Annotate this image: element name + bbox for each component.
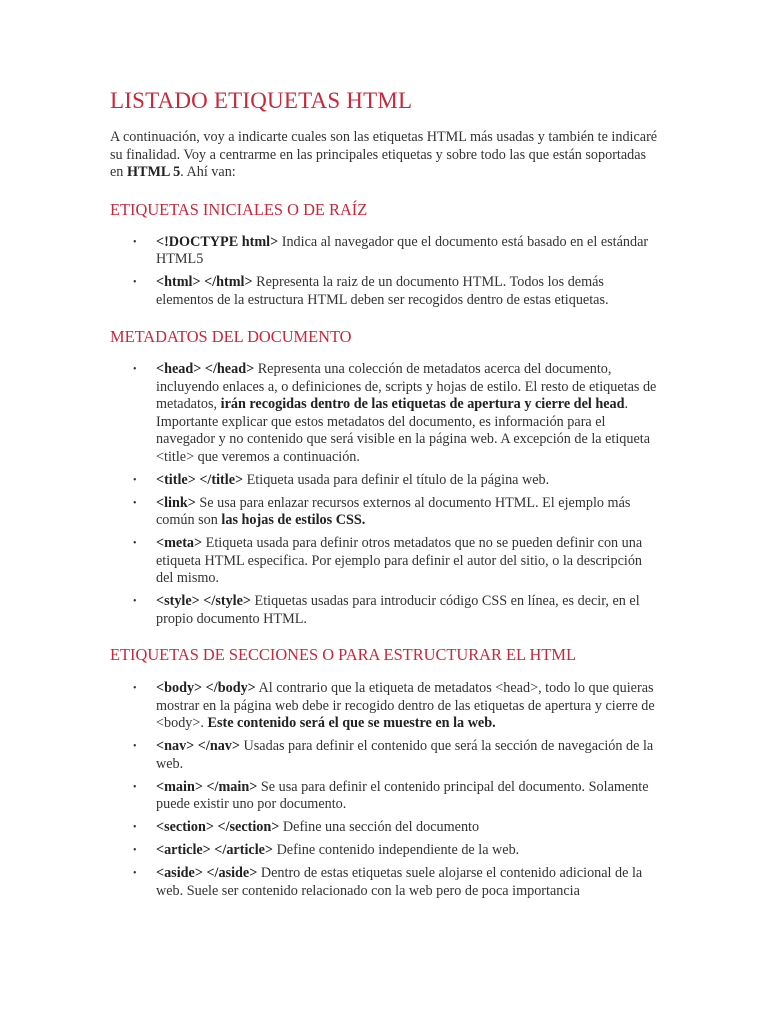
tag-name: <section> </section> — [156, 819, 280, 835]
item-text: Etiqueta usada para definir otros metadatos que no se pueden definir con una etiqueta HTML especifica. Por ejemplo para definir el autor del sitio, o la descripción del mismo. — [156, 535, 643, 586]
item-bold: Este contenido será el que se muestre en la web. — [207, 715, 496, 731]
item-bold: irán recogidas dentro de las etiquetas de apertura y cierre del head — [220, 396, 625, 412]
item-bold: las hojas de estilos CSS. — [221, 512, 366, 528]
list-item — [156, 842, 660, 860]
item-text: Define una sección del documento — [279, 819, 480, 835]
tag-name: <meta> — [156, 535, 203, 551]
item-text: Etiqueta usada para definir el título de la página web. — [243, 471, 550, 488]
list-item — [156, 472, 660, 490]
list-item — [156, 819, 660, 837]
tag-name: <style> </style> — [156, 593, 251, 609]
tag-name: <main> </main> — [156, 778, 258, 795]
item-text: Etiquetas usadas para introducir código CSS en línea, es decir, en el propio documento HTML. — [156, 593, 640, 627]
list-raiz — [110, 234, 660, 310]
list-item — [156, 738, 660, 773]
list-item — [156, 234, 660, 269]
list-item — [156, 865, 660, 900]
item-text: Representa una colección de metadatos acerca del documento, incluyendo enlaces a, o definiciones de, scripts y hojas de estilo. El resto de etiquetas de metadatos, — [156, 361, 657, 412]
list-item — [156, 535, 660, 588]
item-text: Usadas para definir el contenido que será la sección de navegación de la web. — [156, 738, 654, 772]
item-text: Indica al navegador que el documento está basado en el estándar HTML5 — [156, 233, 649, 267]
item-text: Al contrario que la etiqueta de metadatos <head>, todo lo que quieras mostrar en la página web debe ir recogido dentro de las etiquetas de apertura y cierre de <body>. — [156, 680, 655, 731]
page-title: LISTADO ETIQUETAS HTML — [110, 88, 413, 113]
tag-name: <title> </title> — [156, 471, 244, 488]
section-heading-secciones: ETIQUETAS DE SECCIONES O PARA ESTRUCTURAR EL HTML — [110, 645, 576, 664]
section-heading-raiz: ETIQUETAS INICIALES O DE RAÍZ — [110, 199, 368, 219]
list-secciones — [110, 680, 660, 900]
list-item — [156, 680, 660, 733]
tag-name: <html> </html> — [156, 274, 253, 290]
tag-name: <link> — [156, 494, 196, 511]
list-item — [156, 274, 660, 309]
list-item — [156, 779, 660, 814]
tag-name: <body> </body> — [156, 680, 256, 696]
intro-text-end: . Ahí van: — [180, 164, 236, 180]
item-text: Define contenido independiente de la web. — [273, 842, 520, 858]
list-item — [156, 593, 660, 628]
tag-name: <aside> </aside> — [156, 865, 258, 881]
list-item — [156, 361, 660, 466]
section-heading-metadatos: METADATOS DEL DOCUMENTO — [110, 327, 352, 346]
item-text: Dentro de estas etiquetas suele alojarse el contenido adicional de la web. Suele ser contenido relacionado con la web pero de poca importancia — [156, 865, 643, 899]
item-text: Representa la raiz de un documento HTML. Todos los demás elementos de la estructura HTML deben ser recogidos dentro de estas etiquetas. — [156, 274, 609, 308]
item-text-end: . Importante explicar que estos metadatos del documento, es información para el navegador y no contenido que será visible en la página web. A excepción de la etiqueta <title> que veremos a continuación. — [156, 396, 651, 465]
intro-text: A continuación, voy a indicarte cuales son las etiquetas HTML más usadas y también te indicaré su finalidad. Voy a centrarme en las principales etiquetas y sobre todo las que están soportadas en — [110, 129, 658, 180]
tag-name: <head> </head> — [156, 361, 255, 377]
intro-paragraph — [110, 129, 660, 182]
list-metadatos — [110, 361, 660, 628]
intro-bold: HTML 5 — [126, 164, 181, 180]
tag-name: <nav> </nav> — [156, 738, 240, 754]
item-text: Se usa para definir el contenido principal del documento. Solamente puede existir uno por documento. — [156, 778, 649, 812]
item-text: Se usa para enlazar recursos externos al documento HTML. El ejemplo más común son — [156, 494, 631, 528]
list-item — [156, 495, 660, 530]
tag-name: <article> </article> — [156, 842, 274, 858]
tag-name: <!DOCTYPE html> — [156, 233, 279, 250]
